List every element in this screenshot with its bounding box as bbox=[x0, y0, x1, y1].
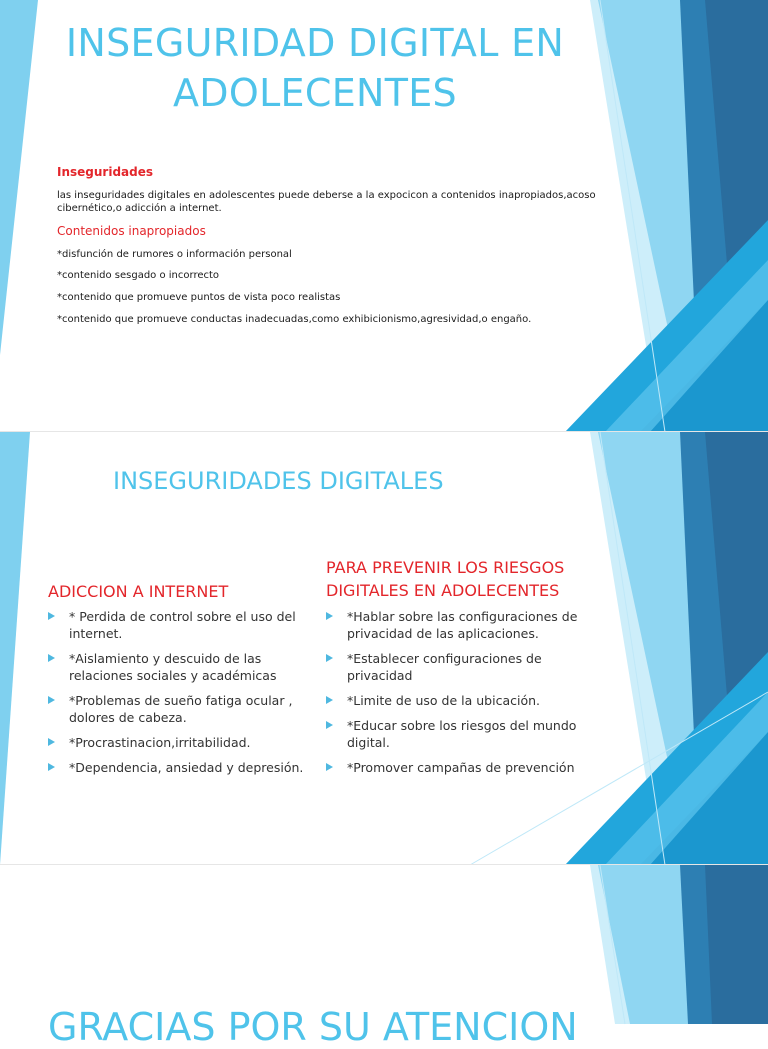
page-title bbox=[40, 18, 590, 118]
bullet-arrow-icon bbox=[326, 654, 333, 662]
intro-text: las inseguridades digitales en adolescentes puede deberse a la expocicon a contenidos inapropiados,acoso cibernético,o adicción a internet. bbox=[57, 190, 596, 214]
right-column-heading bbox=[326, 556, 564, 602]
left-accent-shape bbox=[0, 0, 38, 355]
slide-3 bbox=[0, 865, 768, 1049]
left-accent-shape bbox=[0, 432, 30, 865]
list-item: *Promover campañas de prevención bbox=[326, 759, 588, 776]
title-line-2: ADOLECENTES bbox=[173, 71, 457, 115]
bullet-arrow-icon bbox=[48, 738, 55, 746]
slide-1 bbox=[0, 0, 768, 432]
title-line-1: INSEGURIDAD DIGITAL EN bbox=[65, 21, 565, 65]
slide-3-decoration bbox=[0, 865, 768, 1024]
list-item: *contenido que promueve puntos de vista poco realistas bbox=[57, 292, 341, 303]
list-item: *Dependencia, ansiedad y depresión. bbox=[48, 759, 308, 776]
list-item: *Problemas de sueño fatiga ocular , dolores de cabeza. bbox=[48, 692, 308, 726]
left-column-heading: ADICCION A INTERNET bbox=[48, 582, 229, 601]
list-item: *Establecer configuraciones de privacidad bbox=[326, 650, 588, 684]
list-item: *Educar sobre los riesgos del mundo digital. bbox=[326, 717, 588, 751]
heading-inseguridades: Inseguridades bbox=[57, 165, 154, 179]
list-item: *Aislamiento y descuido de las relaciones sociales y académicas bbox=[48, 650, 308, 684]
section-title: INSEGURIDADES DIGITALES bbox=[113, 467, 444, 495]
bullet-arrow-icon bbox=[48, 763, 55, 771]
bullet-arrow-icon bbox=[48, 696, 55, 704]
list-item: * Perdida de control sobre el uso del internet. bbox=[48, 608, 308, 642]
list-item: *contenido que promueve conductas inadecuadas,como exhibicionismo,agresividad,o engaño. bbox=[57, 314, 532, 325]
list-item: *Procrastinacion,irritabilidad. bbox=[48, 734, 308, 751]
left-bullet-list bbox=[48, 608, 308, 784]
right-heading-line-2: DIGITALES EN ADOLECENTES bbox=[326, 581, 560, 600]
bullet-arrow-icon bbox=[326, 721, 333, 729]
list-item: *Limite de uso de la ubicación. bbox=[326, 692, 588, 709]
slide-2 bbox=[0, 432, 768, 865]
list-item: *disfunción de rumores o información personal bbox=[57, 249, 292, 260]
bullet-arrow-icon bbox=[48, 612, 55, 620]
bullet-arrow-icon bbox=[326, 612, 333, 620]
list-item: *Hablar sobre las configuraciones de privacidad de las aplicaciones. bbox=[326, 608, 588, 642]
heading-contenidos: Contenidos inapropiados bbox=[57, 224, 206, 238]
right-bullet-list bbox=[326, 608, 588, 784]
right-heading-line-1: PARA PREVENIR LOS RIESGOS bbox=[326, 558, 565, 577]
list-item: *contenido sesgado o incorrecto bbox=[57, 270, 220, 281]
bullet-arrow-icon bbox=[48, 654, 55, 662]
bullet-arrow-icon bbox=[326, 763, 333, 771]
bullet-arrow-icon bbox=[326, 696, 333, 704]
closing-title: GRACIAS POR SU ATENCION bbox=[48, 1005, 578, 1049]
